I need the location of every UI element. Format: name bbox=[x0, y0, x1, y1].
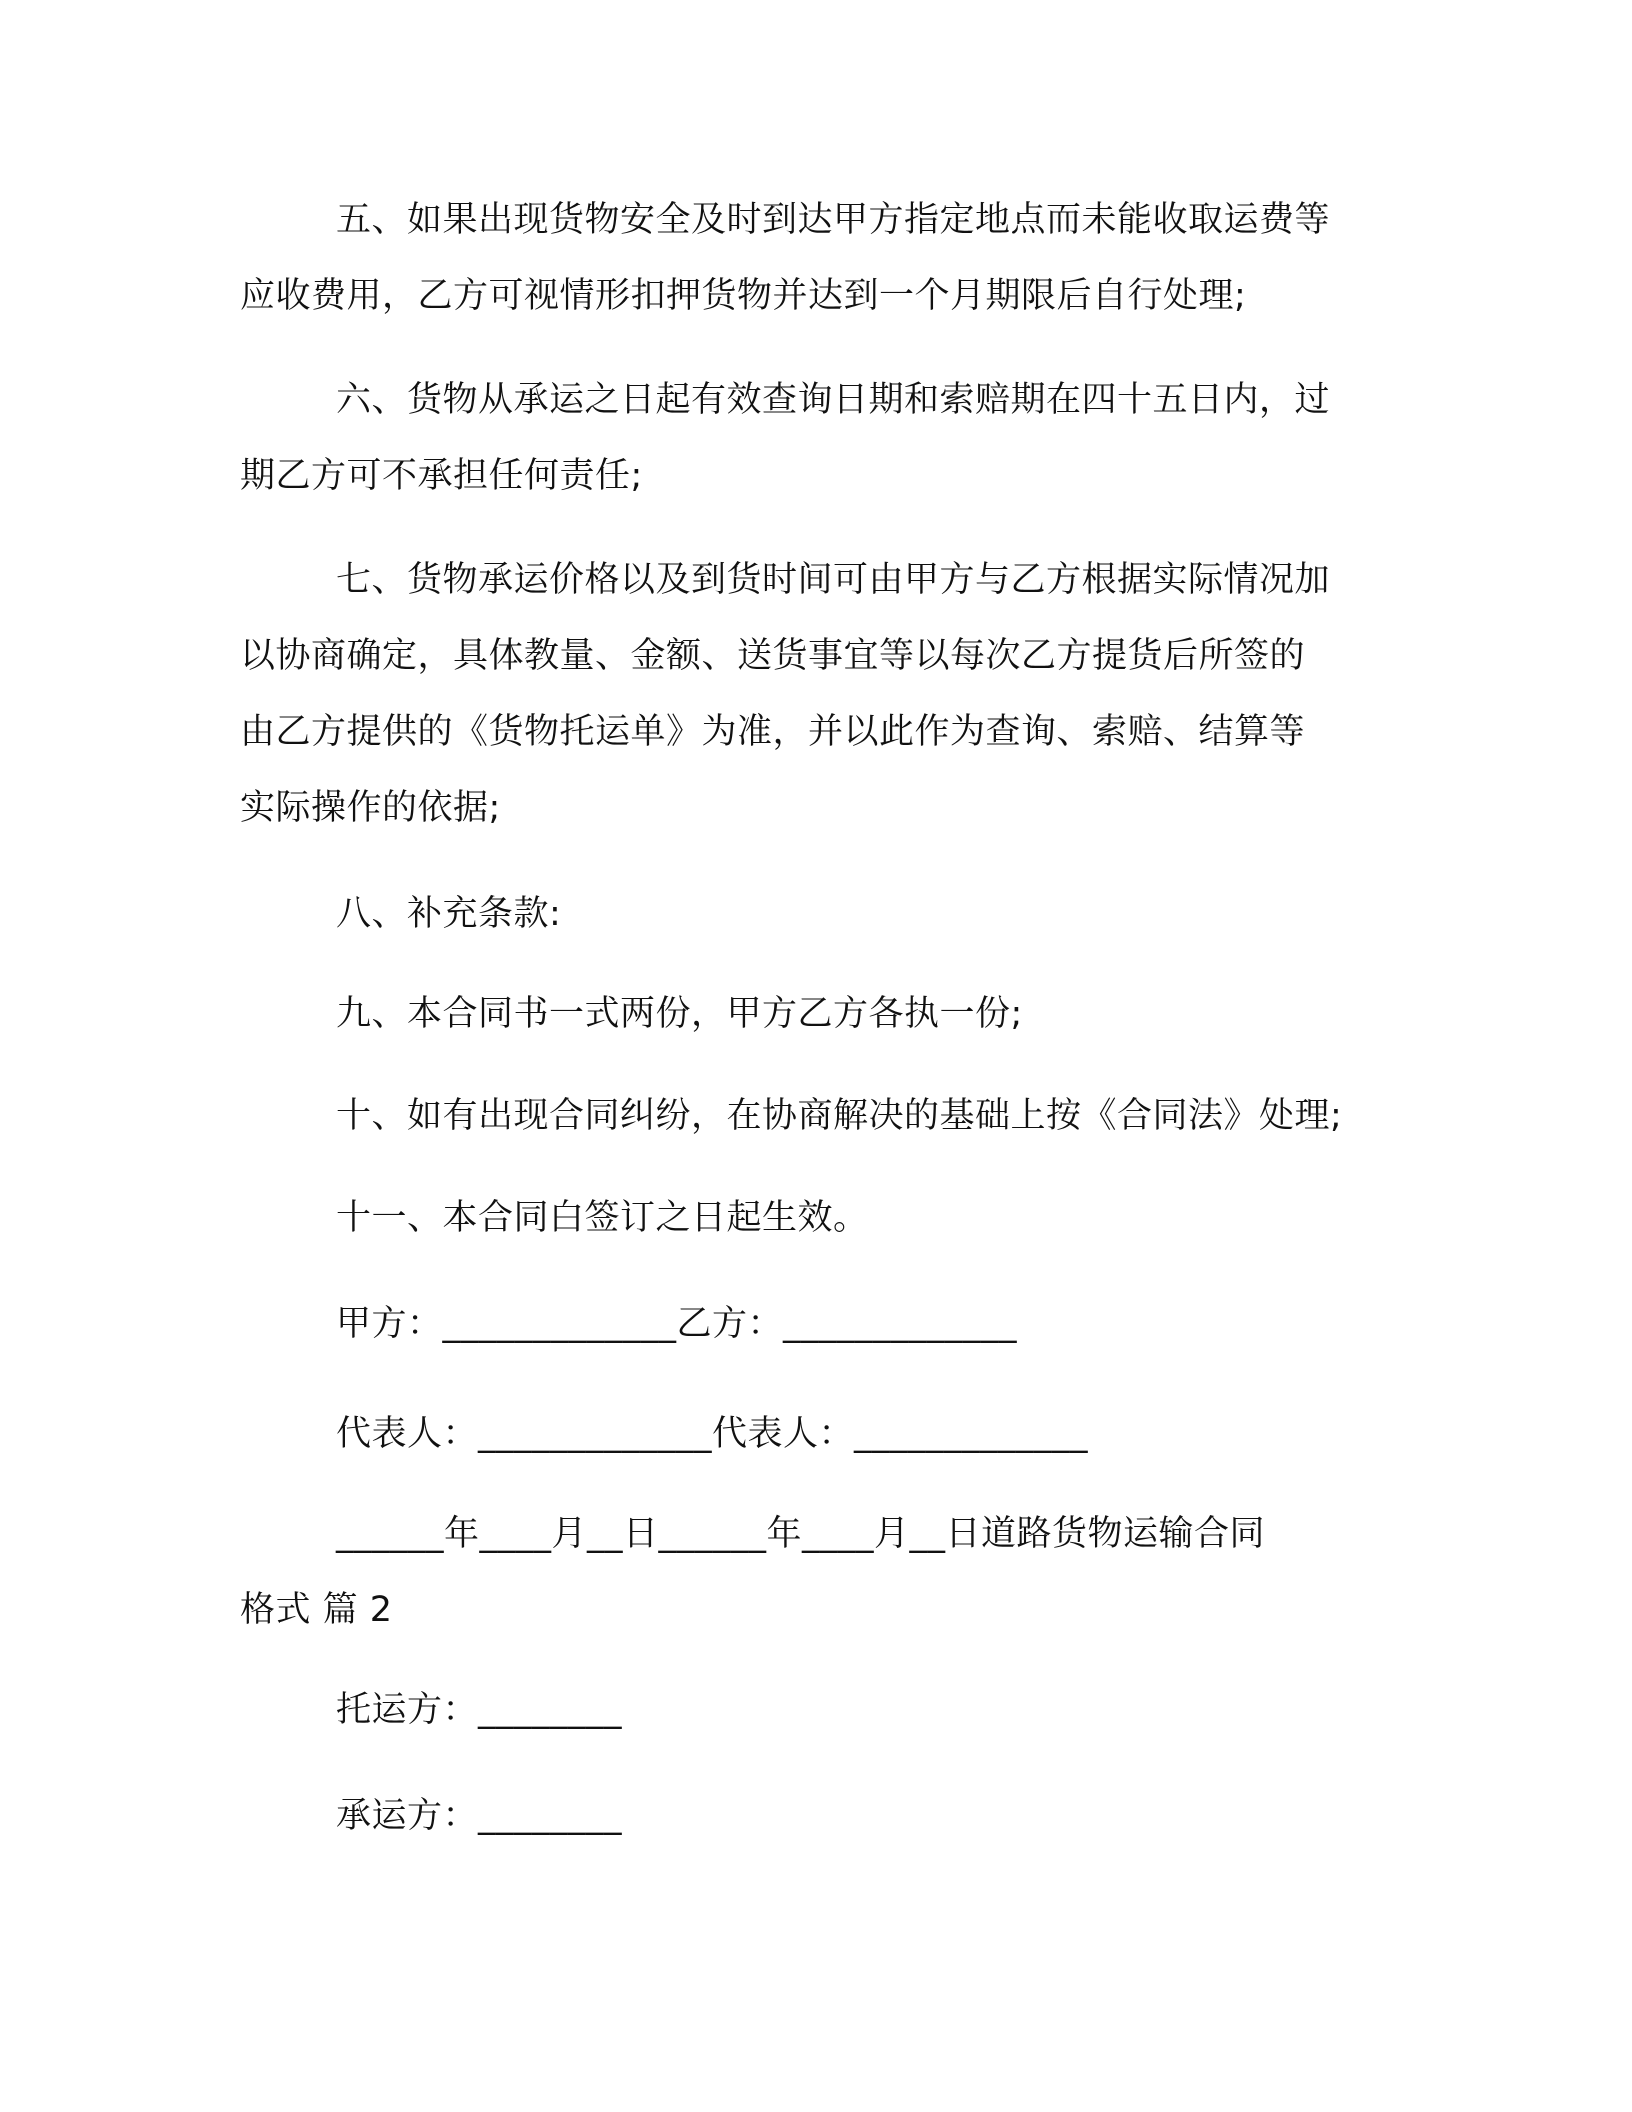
clause-9: 九、本合同书一式两份，甲方乙方各执一份; bbox=[336, 994, 1023, 1034]
clause-5-line-1: 五、如果出现货物安全及时到达甲方指定地点而未能收取运费等 bbox=[336, 200, 1331, 240]
clause-5-line-2: 应收费用，乙方可视情形扣押货物并达到一个月期限后自行处理; bbox=[240, 276, 1247, 316]
clause-7-line-3: 由乙方提供的《货物托运单》为准，并以此作为查询、索赔、结算等 bbox=[240, 712, 1306, 752]
shipper-field: 托运方：________ bbox=[336, 1690, 623, 1730]
clause-6-line-2: 期乙方可不承担任何责任; bbox=[240, 456, 643, 496]
clause-7-line-2: 以协商确定，具体教量、金额、送货事宜等以每次乙方提货后所签的 bbox=[240, 636, 1306, 676]
clause-10: 十、如有出现合同纠纷，在协商解决的基础上按《合同法》处理; bbox=[336, 1096, 1343, 1136]
clause-6-line-1: 六、货物从承运之日起有效查询日期和索赔期在四十五日内，过 bbox=[336, 380, 1331, 420]
next-title-continuation: 格式 篇 2 bbox=[240, 1590, 393, 1630]
clause-11: 十一、本合同白签订之日起生效。 bbox=[336, 1198, 869, 1238]
clause-8: 八、补充条款: bbox=[336, 894, 562, 934]
carrier-field: 承运方：________ bbox=[336, 1796, 623, 1836]
clause-7-line-4: 实际操作的依据; bbox=[240, 788, 501, 828]
representative-signature-line: 代表人：_____________代表人：_____________ bbox=[336, 1414, 1089, 1454]
date-and-next-title-line: ______年____月__日______年____月__日道路货物运输合同 bbox=[336, 1514, 1266, 1554]
clause-7-line-1: 七、货物承运价格以及到货时间可由甲方与乙方根据实际情况加 bbox=[336, 560, 1331, 600]
party-signature-line: 甲方：_____________乙方：_____________ bbox=[336, 1304, 1018, 1344]
